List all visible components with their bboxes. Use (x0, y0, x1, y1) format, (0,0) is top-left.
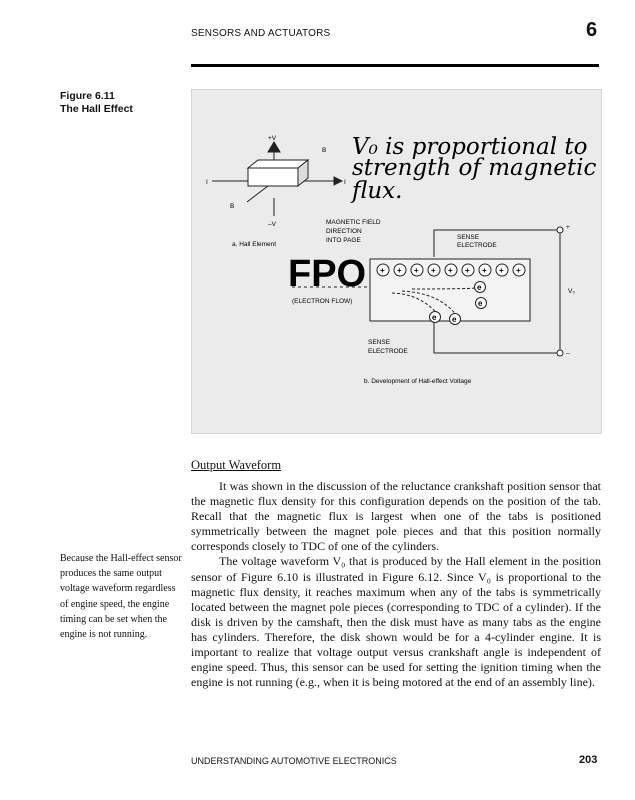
paragraph-2: The voltage waveform V₀ that is produced by the Hall element in the position sensor of Figure 6.10 is illustrated in Figure 6.12. Since V₀ is proportional to the magnetic flux density, it reaches maximum when any of the tabs is symmetrically located between the magnet pole pieces (corresponding to TDC of a cylinder). If the disk is driven by the camshaft, then the disk must have as many tabs as the engine has cylinders. Therefore, the disk shown would be for a 4-cylinder engine. It is important to realize that voltage output versus crankshaft angle is independent of engine speed. Thus, this sensor can be used for setting the ignition timing when the engine is not running (e.g., when it is being motored at the end of an assembly line). (191, 554, 601, 690)
figure-title: The Hall Effect (60, 103, 133, 115)
figure-caption (60, 90, 133, 116)
positive-ion-sign: + (465, 266, 470, 275)
footer-book-title: UNDERSTANDING AUTOMOTIVE ELECTRONICS (191, 756, 397, 766)
terminal-minus-label: – (566, 350, 570, 357)
positive-ion-sign: + (448, 266, 453, 275)
figure-number: Figure 6.11 (60, 90, 115, 102)
positive-ion-sign: + (380, 266, 385, 275)
positive-ion-sign: + (397, 266, 402, 275)
i-left-label: I (206, 179, 208, 186)
positive-ion-sign: + (482, 266, 487, 275)
body-text (191, 479, 601, 690)
field-label-1: MAGNETIC FIELD (326, 219, 381, 226)
sense-top-label-1: SENSE (457, 234, 480, 241)
terminal-plus (557, 227, 563, 233)
margin-note: Because the Hall-effect sensor produces the same output voltage waveform regardless of engine speed, the engine timing can be set when the engine is not running. (60, 553, 182, 641)
b-top-label: B (322, 147, 327, 154)
vo-label: V₀ (568, 288, 576, 295)
hall-effect-diagram (192, 90, 601, 433)
minus-v-label: –V (268, 221, 276, 228)
i-right-label: I (344, 179, 346, 186)
footer-page-number: 203 (579, 754, 598, 766)
plus-v-label: +V (268, 135, 277, 142)
electron-label: e (452, 315, 457, 324)
field-label-3: INTO PAGE (326, 237, 361, 244)
running-header-title: SENSORS AND ACTUATORS (191, 28, 331, 39)
electron-label: e (478, 299, 483, 308)
positive-ion-sign: + (499, 266, 504, 275)
handwritten-line-2: strength of magnetic (352, 155, 597, 181)
positive-ion-sign: + (516, 266, 521, 275)
field-label-2: DIRECTION (326, 228, 362, 235)
electron-label: e (477, 283, 482, 292)
handwritten-line-3: flux. (352, 178, 403, 204)
b-bottom-label: B (230, 203, 235, 210)
hall-element-caption: a. Hall Element (232, 241, 277, 248)
positive-ion-signs (380, 266, 521, 275)
electron-flow-label: (ELECTRON FLOW) (292, 298, 353, 305)
terminal-plus-label: + (566, 224, 570, 231)
electron-label: e (432, 313, 437, 322)
panel-b-caption: b. Development of Hall-effect Voltage (364, 378, 472, 385)
sense-bottom-label-2: ELECTRODE (368, 348, 408, 355)
paragraph-1: It was shown in the discussion of the reluctance crankshaft position sensor that the magnetic flux density for this configuration depends on the position of the tab. Recall that the magnetic flux is largest when one of the tabs is positioned symmetrically between the magnet pole pieces and that this position normally corresponds closely to TDC of one of the cylinders. (191, 479, 601, 554)
fpo-stamp: FPO (288, 253, 367, 295)
figure-image (191, 89, 602, 434)
sense-bottom-label-1: SENSE (368, 339, 391, 346)
chapter-number: 6 (586, 19, 598, 41)
terminal-minus (557, 350, 563, 356)
section-heading: Output Waveform (191, 458, 282, 472)
positive-ion-sign: + (431, 266, 436, 275)
handwritten-line-1: V₀ is proportional to (352, 134, 588, 160)
sense-top-label-2: ELECTRODE (457, 242, 497, 249)
header-rule (191, 64, 599, 67)
positive-ion-sign: + (414, 266, 419, 275)
